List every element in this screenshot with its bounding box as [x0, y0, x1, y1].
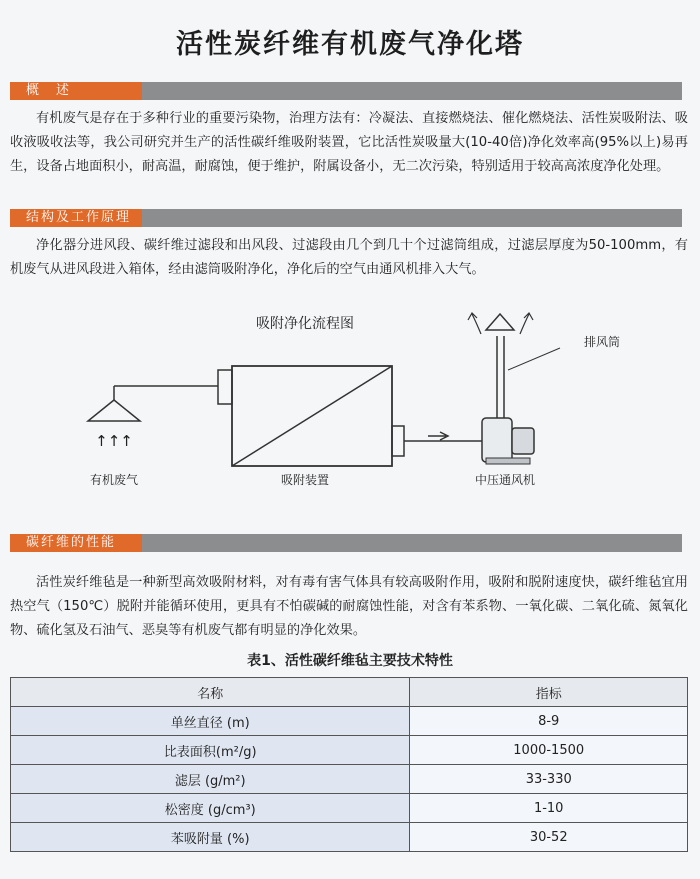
flow-arrow-icon — [428, 432, 448, 440]
row-value: 1000-1500 — [410, 736, 688, 765]
table-caption: 表1、活性碳纤维毡主要技术特性 — [247, 653, 453, 669]
table-row — [11, 794, 688, 823]
adsorber-label: 吸附装置 — [280, 473, 330, 487]
fan-label: 中压通风机 — [474, 473, 536, 487]
header-name: 名称 — [11, 678, 410, 707]
section-label-structure: 结构及工作原理 — [10, 209, 142, 227]
flow-diagram — [0, 300, 700, 520]
table-row — [11, 736, 688, 765]
row-name: 比表面积(m²/g) — [11, 736, 410, 765]
spec-table — [10, 677, 688, 852]
table-row — [11, 823, 688, 852]
inlet-label: 有机废气 — [89, 473, 139, 487]
section-header-performance — [10, 534, 682, 552]
stack-label: 排风筒 — [584, 335, 621, 349]
header-value: 指标 — [410, 678, 688, 707]
row-value: 33-330 — [410, 765, 688, 794]
row-name: 滤层 (g/m²) — [11, 765, 410, 794]
table-row — [11, 707, 688, 736]
exhaust-stack — [468, 313, 560, 418]
fan-unit — [482, 418, 534, 464]
row-name: 单丝直径 (m) — [11, 707, 410, 736]
adsorber-box — [232, 366, 392, 466]
performance-paragraph: 活性炭纤维毡是一种新型高效吸附材料，对有毒有害气体具有较高吸附作用，吸附和脱附速度快，碳纤维毡宜用热空气（150℃）脱附并能循环使用，更具有不怕碳碱的耐腐蚀性能，对含有苯系物、一氧化碳、二氧化硫、氮氧化物、硫化氢及石油气、恶臭等有机废气都有明显的净化效果。 — [10, 575, 688, 638]
inlet-hood — [88, 386, 218, 421]
row-name: 苯吸附量 (%) — [11, 823, 410, 852]
overview-paragraph: 有机废气是存在于多种行业的重要污染物，治理方法有：冷凝法、直接燃烧法、催化燃烧法、活性炭吸附法、吸收液吸收法等，我公司研究并生产的活性碳纤维吸附装置，它比活性炭吸量大(10-40倍)净化效率高(95%以上)易再生，设备占地面积小，耐高温，耐腐蚀，便于维护，附属设备小，无二次污染，特别适用于较高高浓度净化处理。 — [10, 111, 688, 174]
outlet-flange — [392, 426, 404, 456]
row-value: 1-10 — [410, 794, 688, 823]
page-title: 活性炭纤维有机废气净化塔 — [176, 29, 524, 60]
diagram-title: 吸附净化流程图 — [256, 316, 354, 332]
section-header-overview — [10, 82, 682, 100]
flow-diagram-svg — [0, 300, 700, 520]
inlet-flange — [218, 370, 232, 404]
section-label-overview: 概 述 — [10, 82, 142, 100]
row-value: 30-52 — [410, 823, 688, 852]
table-row — [11, 765, 688, 794]
row-value: 8-9 — [410, 707, 688, 736]
structure-paragraph: 净化器分进风段、碳纤维过滤段和出风段、过滤段由几个到几十个过滤筒组成，过滤层厚度为50-100mm，有机废气从进风段进入箱体，经由滤筒吸附净化，净化后的空气由通风机排入大气。 — [10, 238, 688, 277]
table-header-row — [11, 678, 688, 707]
section-label-performance: 碳纤维的性能 — [10, 534, 142, 552]
row-name: 松密度 (g/cm³) — [11, 794, 410, 823]
section-header-structure — [10, 209, 682, 227]
inlet-arrows: ↑↑↑ — [95, 432, 133, 450]
